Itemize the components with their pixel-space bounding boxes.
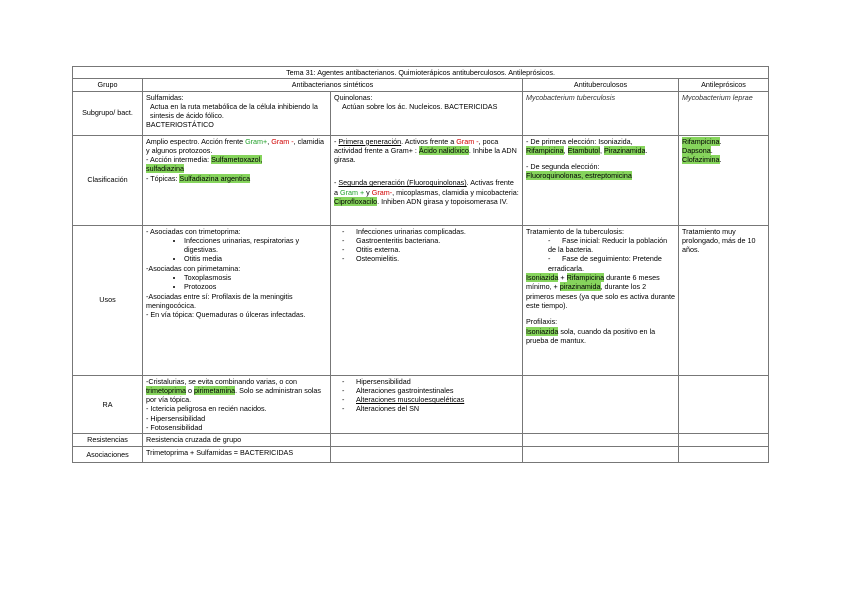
table-title: Tema 31: Agentes antibacterianos. Quimioterápicos antituberculosos. Antileprósicos. — [73, 67, 769, 79]
list-item: • Protozoos — [184, 282, 327, 291]
leprae-cell: Mycobacterium leprae — [679, 91, 769, 135]
header-antituberculosos: Antituberculosos — [523, 79, 679, 91]
gram-positive-text: Gram+ — [245, 136, 268, 146]
list-item: • Infecciones urinarias, respiratorias y digestivas. — [184, 236, 327, 255]
ra-label: RA — [73, 375, 143, 434]
resistencias-value: Resistencia cruzada de grupo — [143, 434, 331, 446]
tb-second-drugs: Fluoroquinolonas, estreptomicina — [526, 171, 632, 181]
tb-first-choice: - De primera elección: Isoniazida, — [526, 136, 633, 146]
header-antibacterianos: Antibacterianos sintéticos — [143, 79, 523, 91]
highlight-clofazimina: Clofazimina — [682, 155, 720, 165]
trimetoprima-list — [146, 236, 327, 264]
sulfamidas-desc: Actua en la ruta metabólica de la célula inhibiendo la sintesis de ácido fólico. — [150, 101, 318, 121]
clasif-leprae-cell: Rifampicina. Dapsona. Clofazimina. — [679, 135, 769, 225]
highlight-pirimetamina: pirimetamina — [193, 385, 236, 395]
usos-tuberculosis-cell: Tratamiento de la tuberculosis: - Fase inicial: Reducir la población de la bacteria. - Fase de seguimiento: Pretende erradicarla. Isoniazida + Rifampicina durante 6 meses mínimo, + pirazinamida, durante los 2 primeros meses (ya que solo es activa durante este tiempo). Profilaxis: Isoniazida sola, cuando da positivo en la prueba de mantux. — [523, 225, 679, 375]
list-item: - Osteomielitis. — [342, 254, 519, 263]
subgrupo-row — [73, 91, 769, 135]
sulf-topicas: - Tópicas: Sulfadiazina argentica — [146, 173, 251, 183]
clasificacion-row — [73, 135, 769, 225]
resistencias-label: Resistencias — [73, 434, 143, 446]
list-item: - Fase inicial: Reducir la población de la bacteria. — [548, 236, 675, 255]
usos-label: Usos — [73, 225, 143, 375]
list-item: - Fase de seguimiento: Pretende erradicarla. — [548, 254, 675, 273]
summary-table — [72, 66, 769, 463]
highlight-sulfametoxazol: Sulfametoxazol, — [211, 155, 263, 165]
quin-primera: - Primera generación. Activos frente a Gram -, poca actividad frente a Gram+ : Ácido nalidíxico. Inhibe la ADN girasa. — [334, 136, 517, 165]
resistencias-row — [73, 434, 769, 446]
ra-quinolonas-cell — [331, 375, 523, 434]
sulf-amplio: Amplio espectro. Acción frente Gram+, Gram -, clamidia y algunos protozoos. — [146, 136, 324, 155]
sulf-intermedia: - Acción intermedia: Sulfametoxazol, — [146, 155, 263, 165]
tb-profilaxis: Isoniazida sola, cuando da positivo en la prueba de mantux. — [526, 326, 656, 345]
tb-phases-list — [526, 236, 675, 273]
quinolonas-title: Quinolonas: — [334, 92, 373, 102]
highlight-dapsona: Dapsona — [682, 145, 711, 155]
ra-leprae-cell — [679, 375, 769, 434]
asociaciones-row — [73, 446, 769, 462]
header-grupo: Grupo — [73, 79, 143, 91]
usos-row — [73, 225, 769, 375]
quinolonas-usos-list — [334, 227, 519, 264]
ra-tuberculosis-cell — [523, 375, 679, 434]
list-item: - Hipersensibilidad — [342, 377, 519, 386]
sulfamidas-cell — [143, 91, 331, 135]
tb-first-drugs: Rifampicina, Etambutol, Pirazinamida. — [526, 145, 648, 155]
tb-regimen: Isoniazida + Rifampicina durante 6 meses mínimo, + pirazinamida, durante los 2 primeros meses (ya que solo es activa durante este tiempo). — [526, 273, 676, 310]
highlight-sulfadiazina-argentica: Sulfadiazina argentica — [179, 173, 251, 183]
highlight-ciprofloxacilo: Ciprofloxacilo — [334, 197, 378, 207]
sulfamidas-title: Sulfamidas: — [146, 92, 184, 102]
list-item: - Alteraciones del SN — [342, 404, 519, 413]
gram-negative-text: Gram - — [271, 136, 294, 146]
ra-quinolonas-list — [334, 377, 519, 414]
tuberculosis-cell: Mycobacterium tuberculosis — [523, 91, 679, 135]
usos-quinolonas-cell — [331, 225, 523, 375]
clasif-tuberculosis-cell — [523, 135, 679, 225]
sulf-sulfadiazina — [146, 164, 327, 173]
quinolonas-desc: Actúan sobre los ác. Nucleicos. BACTERICIDAS — [342, 101, 498, 111]
quin-segunda: - Segunda generación (Fluoroquinolonas). Activas frente a Gram + y Gram-, micoplasmas, clamidia y micobacteria: Ciprofloxacilo. Inhiben ADN girasa y topoisomerasa IV. — [334, 178, 519, 207]
list-item: - Otitis externa. — [342, 245, 519, 254]
list-item: - Alteraciones musculoesqueléticas — [342, 395, 519, 404]
subgrupo-label: Subgrupo/ bact. — [73, 91, 143, 135]
list-item: • Toxoplasmosis — [184, 273, 327, 282]
header-row — [73, 79, 769, 91]
usos-leprae-cell: Tratamiento muy prolongado, más de 10 años. — [679, 225, 769, 375]
pirimetamina-list — [146, 273, 327, 292]
highlight-acido-nalidixico: Ácido nalidíxico — [418, 145, 469, 155]
list-item: - Gastroenteritis bacteriana. — [342, 236, 519, 245]
highlight-trimetoprima: trimetoprima — [146, 385, 186, 395]
quinolonas-cell — [331, 91, 523, 135]
usos-sulfamidas-cell: - Asociadas con trimetoprima: • Infecciones urinarias, respiratorias y digestivas. • Otitis media -Asociadas con pirimetamina: • Toxoplasmosis • Protozoos -Asociadas entre sí: Profilaxis de la meningitis meningocócica. - En vía tópica: Quemaduras o úlceras infectadas. — [143, 225, 331, 375]
highlight-sulfadiazina: sulfadiazina — [146, 164, 184, 174]
tb-second-choice: - De segunda elección: — [526, 162, 600, 172]
clasif-sulfamidas-cell — [143, 135, 331, 225]
asociaciones-label: Asociaciones — [73, 446, 143, 462]
list-item: - Infecciones urinarias complicadas. — [342, 227, 519, 236]
clasif-quinolonas-cell — [331, 135, 523, 225]
title-row — [73, 67, 769, 79]
asociaciones-value: Trimetoprima + Sulfamidas = BACTERICIDAS — [143, 446, 331, 462]
document-page — [72, 66, 768, 463]
list-item: - Alteraciones gastrointestinales — [342, 386, 519, 395]
ra-row — [73, 375, 769, 434]
header-antileprosicos: Antileprósicos — [679, 79, 769, 91]
highlight-rifampicina: Rifampicina — [682, 136, 720, 146]
ra-sulfamidas-cell: -Cristalurias, se evita combinando varias, o con trimetoprima o pirimetamina. Solo se administran solas por vía tópica. - Ictericia peligrosa en recién nacidos. - Hipersensibilidad - Fotosensibilidad — [143, 375, 331, 434]
sulfamidas-bacteriostatico: BACTERIOSTÁTICO — [146, 120, 214, 130]
list-item: • Otitis media — [184, 254, 327, 263]
clasificacion-label: Clasificación — [73, 135, 143, 225]
